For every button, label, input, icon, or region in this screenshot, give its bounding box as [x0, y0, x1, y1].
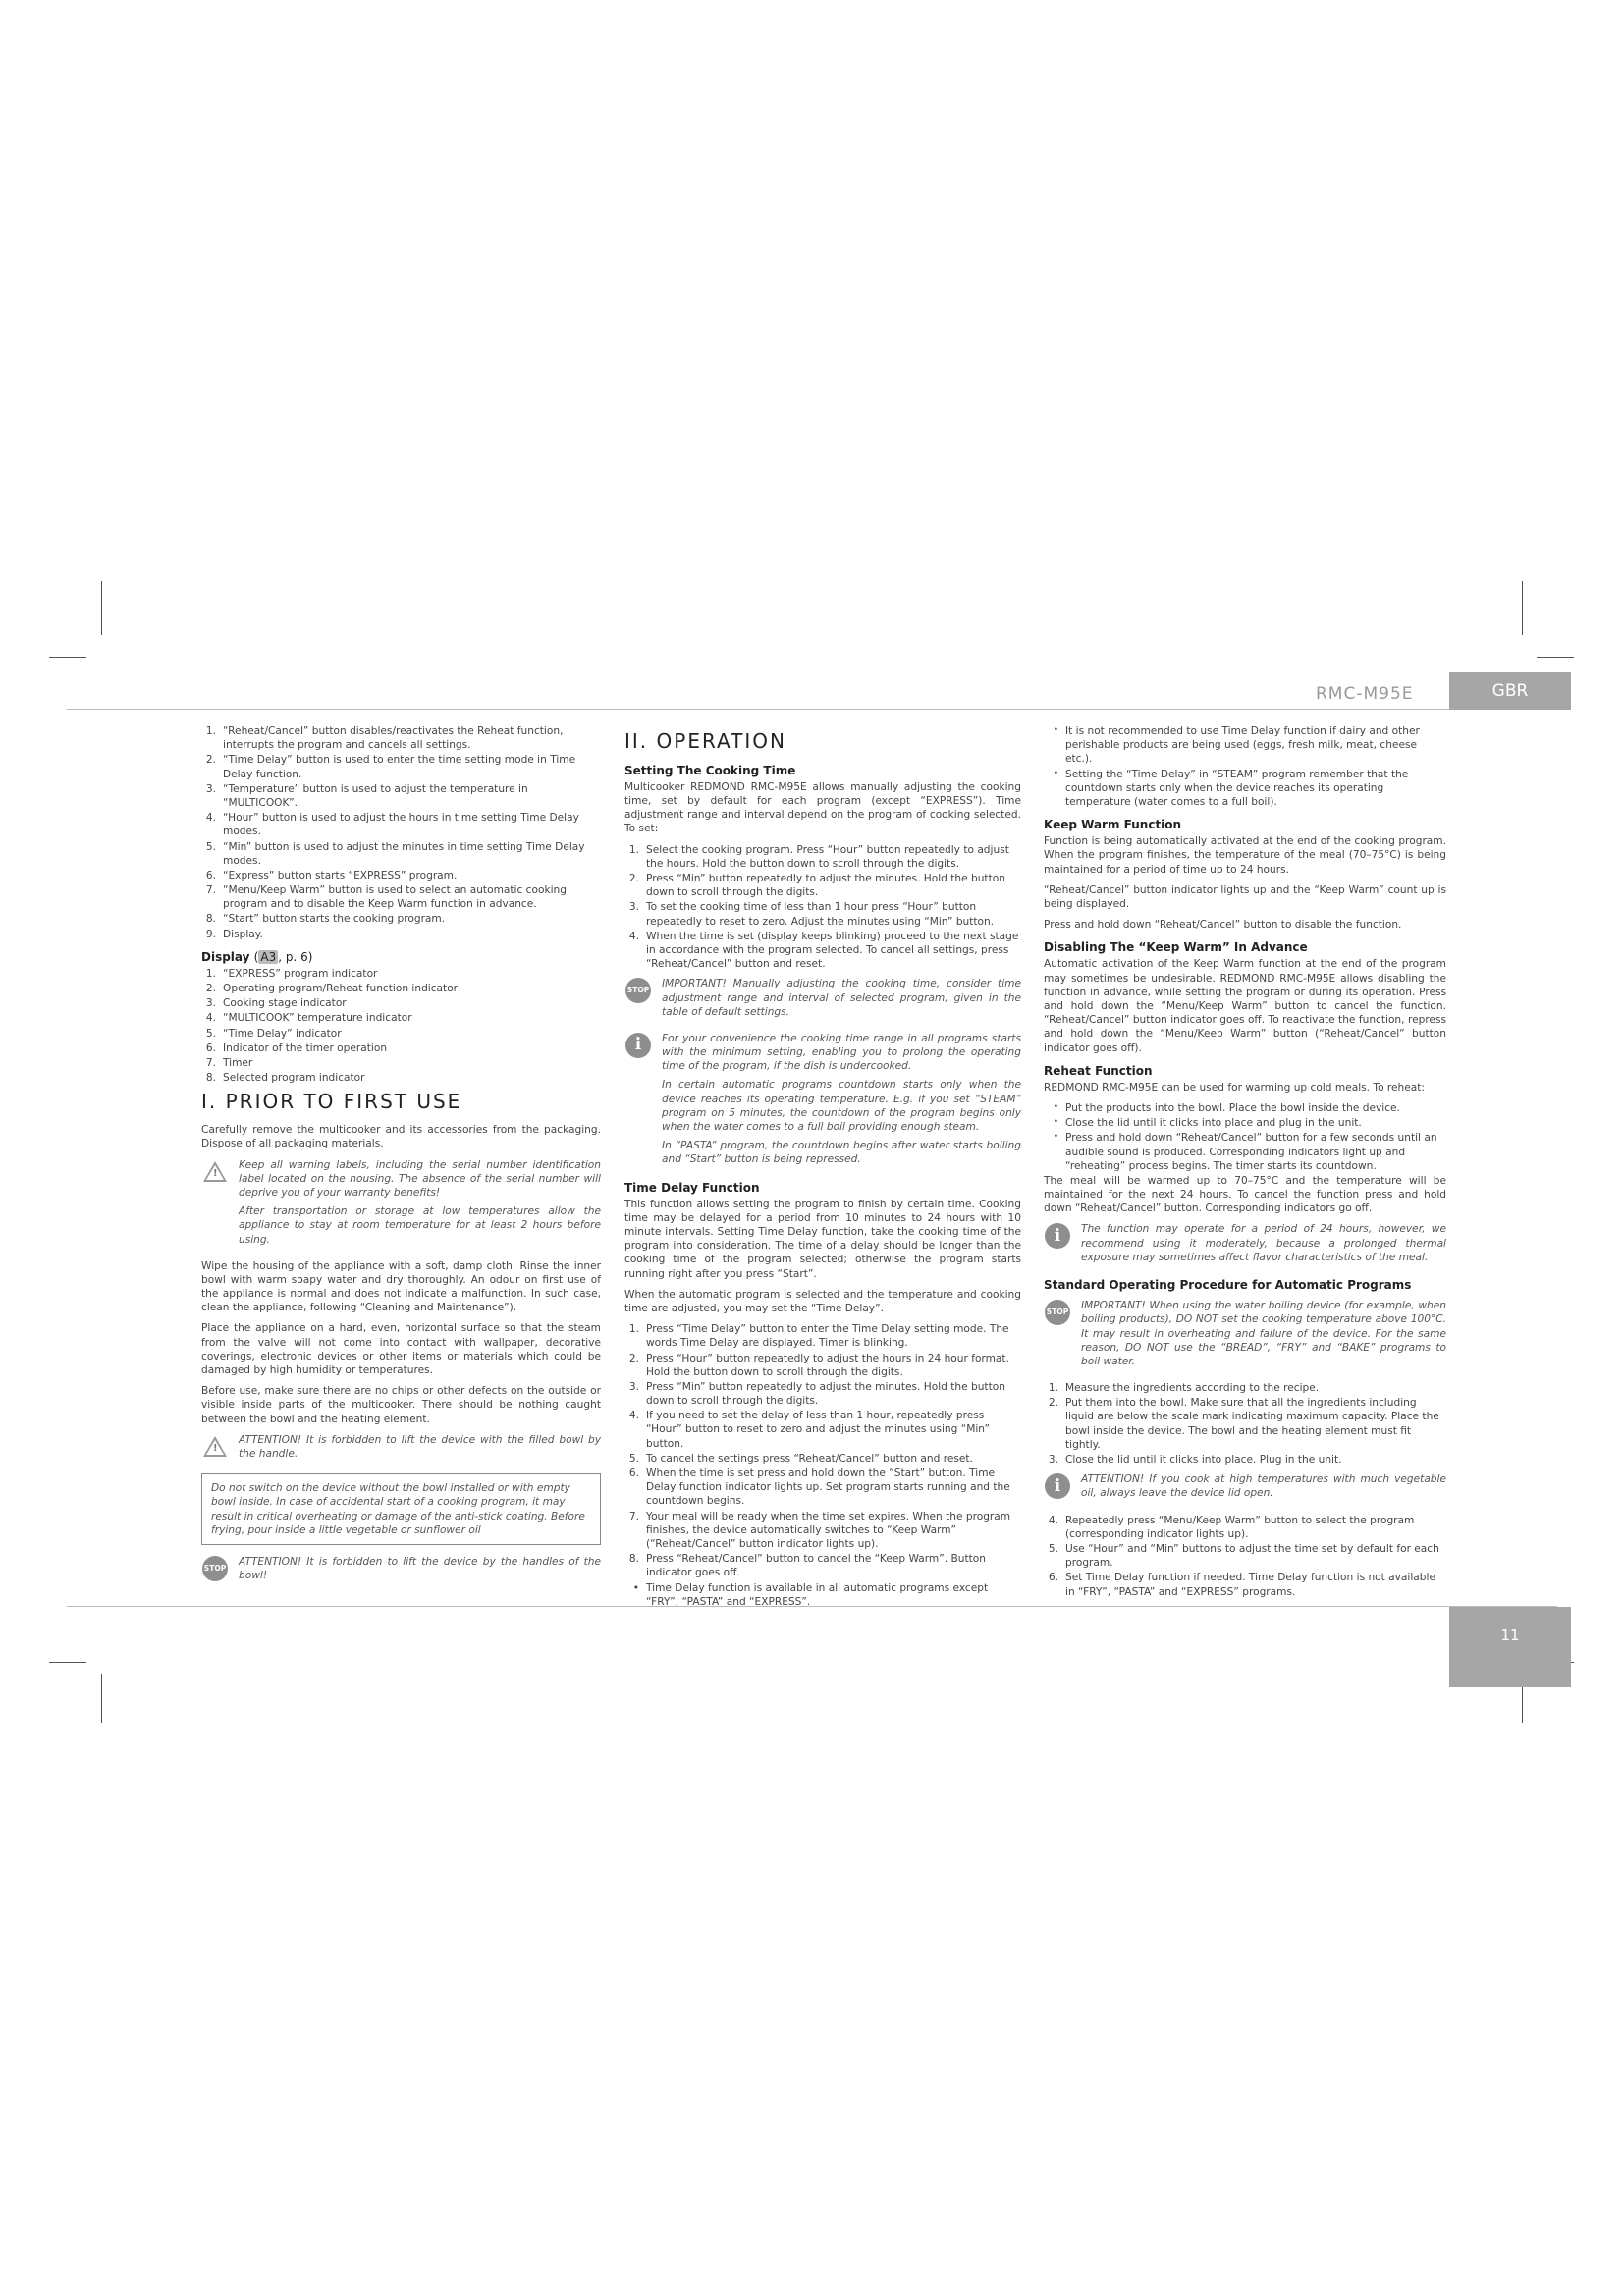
list-marker: 6. [628, 1468, 639, 1480]
list-item [1044, 1131, 1446, 1173]
crop-mark [101, 1674, 102, 1723]
list-item-text: Display. [223, 928, 263, 940]
list-marker: 4. [205, 1012, 216, 1025]
paragraph: Multicooker REDMOND RMC-M95E allows manually adjusting the cooking time, set by default for each program (except “EXPRESS”). Time adjustment range and interval depend on the program of cooking selected. To set: [624, 780, 1021, 835]
list-item-text: Your meal will be ready when the time set expires. When the program finishes, the device automatically switches to “Keep Warm” (“Reheat/Cancel” button indicator lights up). [646, 1510, 1011, 1550]
delay-bullets-list [1044, 724, 1446, 809]
list-item-text: “Menu/Keep Warm” button is used to select an automatic cooking program and to disable the Keep Warm function in advance. [223, 884, 567, 911]
list-item-text: Set Time Delay function if needed. Time Delay function is not available in “FRY”, “PASTA” and “EXPRESS” programs. [1065, 1572, 1435, 1598]
list-item-text: “MULTICOOK” temperature indicator [223, 1012, 412, 1025]
figure-ref: A3 [260, 949, 277, 964]
info-icon: i [625, 1033, 651, 1058]
list-item [1044, 1381, 1446, 1395]
section-title-operation: II. OPERATION [624, 729, 786, 753]
list-item [1044, 1396, 1446, 1452]
list-marker: 3. [1048, 1454, 1058, 1466]
list-marker: • [1053, 1132, 1058, 1143]
list-item-text: Press “Min” button repeatedly to adjust the minutes. Hold the button down to scroll through the digits. [646, 1380, 1005, 1408]
info-text: For your convenience the cooking time range in all programs starts with the minimum setting, enabling you to prolong the operating time of the program, if the dish is undercooked. [662, 1032, 1021, 1073]
paragraph: This function allows setting the program to finish by certain time. Cooking time may be delayed for a period from 10 minutes to 24 hours with 10 minute intervals. Setting Time Delay function, take the cooking time of the program into consideration. The time of a delay should be longer than the cooking time of the program selected; otherwise the program starts running right after you press “Start”. [624, 1198, 1021, 1280]
list-item-text: To cancel the settings press “Reheat/Cancel” button and reset. [646, 1452, 973, 1465]
list-item-text: If you need to set the delay of less than 1 hour, repeatedly press “Hour” button to reset to zero and adjust the minutes using “Min” button. [646, 1410, 990, 1450]
list-item-text: “Hour” button is used to adjust the hours in time setting Time Delay modes. [223, 812, 579, 838]
list-marker: 1. [628, 1323, 639, 1336]
list-marker: 3. [205, 782, 216, 795]
list-item [1044, 768, 1446, 810]
list-item-text: Close the lid until it clicks into place and plug in the unit. [1065, 1117, 1362, 1130]
list-item [1044, 1116, 1446, 1130]
crop-mark [101, 581, 102, 635]
list-marker: 5. [628, 1452, 639, 1465]
delay-steps-list [624, 1322, 1021, 1609]
list-item-text: When the time is set (display keeps blinking) proceed to the next stage in accordance with the program selected. To cancel all settings, press “Reheat/Cancel” button and reset. [646, 930, 1019, 971]
warning-text: After transportation or storage at low temperatures allow the appliance to stay at room temperature for at least 2 hours before using. [239, 1205, 601, 1246]
list-item-text: When the time is set press and hold down the “Start” button. Time Delay function indicator lights up. Set program starts running and the countdown begins. [646, 1468, 1010, 1508]
stop-text: IMPORTANT! When using the water boiling device (for example, when boiling products), DO NOT set the cooking temperature above 100°C. It may result in overheating and failure of the device. For the same reason, DO NOT use the “BREAD”, “FRY” and “BAKE” programs to boil water. [1081, 1300, 1446, 1367]
list-marker: 7. [205, 884, 216, 897]
info-note [1044, 1472, 1446, 1505]
list-item [1044, 1453, 1446, 1467]
info-text: ATTENTION! If you cook at high temperatures with much vegetable oil, always leave the device lid open. [1081, 1473, 1446, 1500]
list-item-text: “Express” button starts “EXPRESS” program. [223, 869, 458, 881]
list-item-text: “Time Delay” button is used to enter the time setting mode in Time Delay function. [223, 754, 576, 780]
list-item [624, 1552, 1021, 1579]
paragraph: REDMOND RMC-M95E can be used for warming up cold meals. To reheat: [1044, 1081, 1425, 1094]
column-middle [624, 724, 1021, 1610]
list-marker: 2. [1048, 1397, 1058, 1410]
warning-text: ATTENTION! It is forbidden to lift the device with the filled bowl by the handle. [239, 1433, 601, 1460]
list-marker: 1. [628, 843, 639, 856]
warning-note [201, 1433, 601, 1466]
list-item [201, 869, 601, 882]
list-marker: 8. [205, 913, 216, 926]
paragraph: Before use, make sure there are no chips or other defects on the outside or visible inside parts of the multicooker. There should be nothing caught between the bowl and the heating element. [201, 1385, 601, 1425]
list-item-text: “EXPRESS” program indicator [223, 967, 378, 980]
list-marker: 5. [205, 1027, 216, 1040]
boxed-caution: Do not switch on the device without the bowl installed or with empty bowl inside. In case of accidental start of a cooking program, it may result in critical overheating or damage of the anti-stick coating. Before frying, pour inside a little vegetable or sunflower oil [201, 1473, 601, 1545]
stop-text: IMPORTANT! Manually adjusting the cooking time, consider time adjustment range and interval of selected program, given in the table of default settings. [662, 978, 1021, 1018]
page-number: 11 [1449, 1607, 1571, 1687]
list-marker: 5. [1048, 1542, 1058, 1555]
standard-steps-list [1044, 1514, 1446, 1599]
list-item-text: Press and hold down “Reheat/Cancel” button for a few seconds until an audible sound is produced. Corresponding indicators light up and “reheating” process begins. The timer starts its countdown. [1065, 1132, 1437, 1172]
list-item [201, 967, 601, 981]
list-item [624, 1322, 1021, 1350]
list-marker: 1. [205, 725, 216, 737]
stop-note [201, 1555, 601, 1587]
list-marker: • [1053, 725, 1058, 735]
list-marker: 8. [628, 1553, 639, 1566]
list-marker: • [1053, 768, 1058, 778]
setting-steps-list [624, 843, 1021, 972]
list-item [624, 1581, 1021, 1609]
heading-disable-keep-warm: Disabling The “Keep Warm” In Advance [1044, 940, 1308, 955]
list-item [201, 782, 601, 810]
list-item [201, 1071, 601, 1085]
list-marker: 3. [205, 997, 216, 1010]
list-item-text: “Reheat/Cancel” button disables/reactivates the Reheat function, interrupts the program and cancels all settings. [223, 725, 564, 752]
warning-note [201, 1158, 601, 1252]
list-marker: 9. [205, 928, 216, 940]
list-item [201, 1056, 601, 1070]
list-marker: 6. [205, 1041, 216, 1054]
list-item-text: Setting the “Time Delay” in “STEAM” program remember that the countdown starts only when the device reaches its operating temperature (water comes to a full boil). [1065, 768, 1409, 808]
list-item-text: “Start” button starts the cooking program. [223, 913, 446, 926]
list-item-text: Measure the ingredients according to the recipe. [1065, 1382, 1320, 1395]
paragraph: Automatic activation of the Keep Warm function at the end of the program may sometimes be undesirable. REDMOND RMC-M95E allows disabling the function in advance, while setting the program or during its operation. Press and hold down the “Menu/Keep Warm” button to cancel the function. “Reheat/Cancel” button indicator goes off. To reactivate the function, repress and hold down the “Menu/Keep Warm” button (“Reheat/Cancel” button indicator goes off). [1044, 958, 1446, 1054]
info-text: In “PASTA” program, the countdown begins after water starts boiling and “Start” button is being repressed. [662, 1140, 1021, 1166]
list-item [624, 843, 1021, 871]
list-item [201, 912, 601, 926]
list-marker: 4. [205, 812, 216, 825]
list-item [201, 753, 601, 780]
column-left [201, 724, 601, 1595]
list-marker: 4. [1048, 1514, 1058, 1526]
list-item-text: Press “Reheat/Cancel” button to cancel the “Keep Warm”. Button indicator goes off. [646, 1553, 986, 1579]
list-item-text: Use “Hour” and “Min” buttons to adjust the time set by default for each program. [1065, 1542, 1439, 1570]
list-item-text: Timer [223, 1057, 253, 1070]
list-marker: 2. [205, 983, 216, 995]
list-item-text: Press “Time Delay” button to enter the Time Delay setting mode. The words Time Delay are displayed. Timer is blinking. [646, 1323, 1009, 1350]
stop-note [1044, 1299, 1446, 1373]
list-marker: 3. [628, 901, 639, 914]
list-item [1044, 1101, 1446, 1115]
list-marker: • [632, 1581, 639, 1594]
list-marker: 3. [628, 1380, 639, 1393]
crop-mark [1522, 581, 1523, 635]
info-note [624, 1032, 1021, 1172]
list-item [624, 1409, 1021, 1451]
list-item [624, 930, 1021, 972]
paragraph: When the automatic program is selected and the temperature and cooking time are adjusted, you may set the “Time Delay”. [624, 1288, 1021, 1314]
paragraph: Press and hold down “Reheat/Cancel” button to disable the function. [1044, 919, 1402, 932]
info-icon: i [1045, 1473, 1070, 1499]
list-item-text: “Temperature” button is used to adjust the temperature in “MULTICOOK”. [223, 782, 528, 809]
model-label: RMC-M95E [1316, 684, 1414, 704]
paragraph: Carefully remove the multicooker and its accessories from the packaging. Dispose of all packaging materials. [201, 1124, 601, 1150]
list-marker: 5. [205, 840, 216, 853]
list-marker: 4. [628, 930, 639, 942]
info-note [1044, 1222, 1446, 1269]
paragraph: Wipe the housing of the appliance with a soft, damp cloth. Rinse the inner bowl with warm soapy water and dry thoroughly. An odour on first use of the appliance is normal and does not indicate a malfunction. In such case, clean the appliance, following “Cleaning and Maintenance”). [201, 1259, 601, 1314]
crop-mark [49, 657, 86, 658]
language-tab: GBR [1449, 672, 1571, 710]
list-item-text: Press “Hour” button repeatedly to adjust the hours in 24 hour format. Hold the button down to scroll through the digits. [646, 1352, 1009, 1378]
list-marker: 6. [205, 869, 216, 881]
list-item-text: Time Delay function is available in all automatic programs except “FRY”, “PASTA” and “EXPRESS”. [646, 1581, 989, 1608]
control-panel-list [201, 724, 601, 941]
info-text: In certain automatic programs countdown starts only when the device reaches its operating temperature. E.g. if you set “STEAM” program on 5 minutes, the countdown of the program begins only when the water comes to a full boil providing enough steam. [662, 1079, 1021, 1133]
warning-text: Keep all warning labels, including the serial number identification label located on the housing. The absence of the serial number will deprive you of your warranty benefits! [239, 1158, 601, 1199]
display-heading: Display ( A3 , p. 6) [201, 949, 313, 964]
list-item-text: It is not recommended to use Time Delay function if dairy and other perishable products are being used (eggs, fresh milk, meat, cheese etc.). [1065, 725, 1420, 766]
list-item-text: Put them into the bowl. Make sure that all the ingredients including liquid are below the scale mark indicating maximum capacity. Place the bowl inside the device. The bowl and the heating element must fit tightly. [1065, 1397, 1439, 1451]
heading-standard-procedure: Standard Operating Procedure for Automatic Programs [1044, 1278, 1412, 1293]
list-item [624, 872, 1021, 899]
list-item [624, 1510, 1021, 1552]
list-item [1044, 724, 1446, 767]
paragraph: Function is being automatically activated at the end of the cooking program. When the program finishes, the temperature of the meal (70–75°C) is being maintained for a period of time up to 24 hours. [1044, 835, 1446, 876]
heading-keep-warm: Keep Warm Function [1044, 818, 1182, 832]
list-item [201, 883, 601, 911]
list-item [201, 840, 601, 868]
list-marker: 7. [205, 1057, 216, 1070]
heading-reheat: Reheat Function [1044, 1063, 1153, 1078]
list-item-text: “Min” button is used to adjust the minutes in time setting Time Delay modes. [223, 840, 585, 867]
list-item-text: Put the products into the bowl. Place the bowl inside the device. [1065, 1101, 1400, 1114]
list-item-text: Press “Min” button repeatedly to adjust the minutes. Hold the button down to scroll through the digits. [646, 873, 1005, 899]
stop-icon: STOP [625, 978, 651, 1003]
list-marker: 7. [628, 1510, 639, 1522]
crop-mark [1537, 657, 1574, 658]
warning-icon: ! [203, 1436, 227, 1457]
list-marker: 1. [205, 967, 216, 980]
header-rule [67, 709, 1557, 710]
list-marker: 1. [1048, 1382, 1058, 1395]
standard-steps-list [1044, 1381, 1446, 1467]
crop-mark [49, 1662, 86, 1663]
list-item-text: Close the lid until it clicks into place. Plug in the unit. [1065, 1454, 1342, 1466]
column-right [1044, 724, 1446, 1600]
paragraph: Place the appliance on a hard, even, horizontal surface so that the steam from the valve will not come into contact with wallpaper, decorative coverings, electronic devices or other items or materials which could be damaged by high humidity or temperatures. [201, 1322, 601, 1376]
list-item-text: Repeatedly press “Menu/Keep Warm” button to select the program (corresponding indicator lights up). [1065, 1514, 1415, 1540]
list-marker: • [1053, 1101, 1058, 1112]
list-item [624, 1352, 1021, 1379]
list-item [201, 1011, 601, 1025]
list-item [201, 724, 601, 752]
list-item-text: To set the cooking time of less than 1 hour press “Hour” button repeatedly to reset to zero. Adjust the minutes using “Min” button. [646, 901, 995, 928]
list-marker: 4. [628, 1410, 639, 1422]
info-icon: i [1045, 1223, 1070, 1249]
list-item [624, 900, 1021, 928]
list-item [201, 1041, 601, 1055]
info-text: The function may operate for a period of 24 hours, however, we recommend using it moderately, because a prolonged thermal exposure may sometimes affect flavor characteristics of the meal. [1081, 1223, 1446, 1263]
list-item-text: Select the cooking program. Press “Hour” button repeatedly to adjust the hours. Hold the button down to scroll through the digits. [646, 843, 1009, 870]
list-marker: 2. [628, 1352, 639, 1364]
list-item [624, 1380, 1021, 1408]
stop-icon: STOP [202, 1556, 228, 1581]
list-item [624, 1467, 1021, 1509]
list-item-text: Indicator of the timer operation [223, 1041, 388, 1054]
paragraph: “Reheat/Cancel” button indicator lights up and the “Keep Warm” count up is being displayed. [1044, 883, 1446, 910]
section-title-prior-use: I. PRIOR TO FIRST USE [201, 1090, 462, 1114]
heading-setting-time: Setting The Cooking Time [624, 763, 796, 777]
reheat-steps-list [1044, 1101, 1446, 1173]
stop-text: ATTENTION! It is forbidden to lift the device by the handles of the bowl! [239, 1555, 601, 1582]
list-item [1044, 1571, 1446, 1598]
list-marker: 2. [205, 754, 216, 767]
list-item-text: Cooking stage indicator [223, 997, 347, 1010]
list-item [201, 982, 601, 995]
list-item [201, 928, 601, 941]
paragraph: The meal will be warmed up to 70–75°C and the temperature will be maintained for the next 24 hours. To cancel the function press and hold down “Reheat/Cancel” button. Corresponding indicators go off. [1044, 1174, 1446, 1215]
heading-time-delay: Time Delay Function [624, 1180, 760, 1195]
list-item [1044, 1542, 1446, 1570]
list-item-text: Operating program/Reheat function indicator [223, 983, 459, 995]
list-marker: 2. [628, 873, 639, 884]
display-indicator-list [201, 967, 601, 1086]
list-item [624, 1452, 1021, 1466]
list-item [201, 996, 601, 1010]
list-marker: • [1053, 1117, 1058, 1128]
list-item-text: Selected program indicator [223, 1072, 365, 1085]
list-item-text: “Time Delay” indicator [223, 1027, 342, 1040]
list-item [201, 811, 601, 838]
stop-icon: STOP [1045, 1300, 1070, 1325]
list-marker: 6. [1048, 1572, 1058, 1584]
stop-note [624, 977, 1021, 1024]
list-item [201, 1027, 601, 1041]
list-marker: 8. [205, 1072, 216, 1085]
list-item [1044, 1514, 1446, 1541]
warning-icon: ! [203, 1161, 227, 1182]
